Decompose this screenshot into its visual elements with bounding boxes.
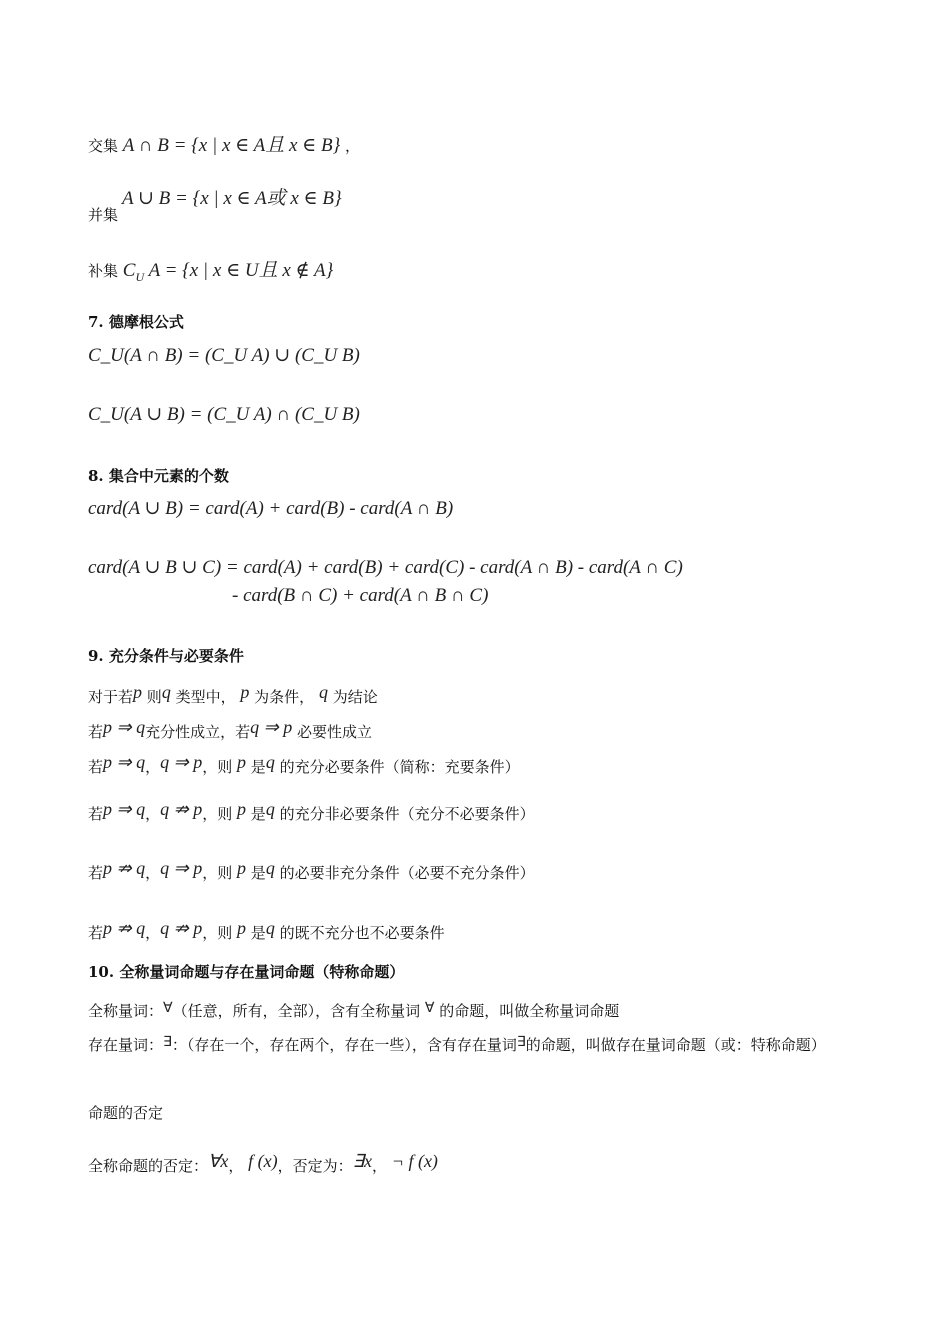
negation-title: 命题的否定 xyxy=(88,1104,164,1122)
union-label-line xyxy=(88,204,118,226)
complement-line xyxy=(88,260,333,288)
intersection-line xyxy=(88,135,360,157)
union-line xyxy=(88,188,342,210)
card-formula-2b: - card(B ∩ C) + card(A ∩ B ∩ C) xyxy=(232,585,489,606)
intersection-label: 交集 xyxy=(88,137,119,155)
demorgan-formula-2: C_U(A ∪ B) = (C_U A) ∩ (C_U B) xyxy=(88,404,360,425)
union-label: 并集 xyxy=(88,206,119,224)
condition-row-1: 若p ⇒ q，q ⇒ p，则 p 是q 的充分必要条件（简称：充要条件） xyxy=(88,752,520,776)
section7-title: 7. 德摩根公式 xyxy=(88,313,184,331)
negation-line: 全称命题的否定：∀x， f (x)，否定为：∃x， ¬ f (x) xyxy=(88,1151,438,1175)
condition-row-3: 若p ⇏ q，q ⇒ p，则 p 是q 的必要非充分条件（必要不充分条件） xyxy=(88,858,535,882)
condition-sufficiency-line: 若p ⇒ q充分性成立，若q ⇒ p 必要性成立 xyxy=(88,717,373,741)
intersection-formula: A ∩ B = {x | x ∈ A且 x ∈ B} xyxy=(122,135,341,156)
existential-quantifier-line: 存在量词：∃：（存在一个，存在两个，存在一些），含有存在量词∃的命题，叫做存在量词命题（或：特称命题） xyxy=(88,1034,826,1054)
section9-title: 9. 充分条件与必要条件 xyxy=(88,647,244,665)
demorgan-formula-1: C_U(A ∩ B) = (C_U A) ∪ (C_U B) xyxy=(88,345,360,366)
condition-intro-line: 对于若p 则q 类型中， p 为条件， q 为结论 xyxy=(88,682,378,706)
condition-row-2: 若p ⇒ q，q ⇏ p，则 p 是q 的充分非必要条件（充分不必要条件） xyxy=(88,799,535,823)
section8-title: 8. 集合中元素的个数 xyxy=(88,467,229,485)
condition-row-4: 若p ⇏ q，q ⇏ p，则 p 是q 的既不充分也不必要条件 xyxy=(88,918,445,942)
intersection-tail: ， xyxy=(344,137,360,155)
complement-label: 补集 xyxy=(88,262,119,280)
union-formula: A ∪ B = {x | x ∈ A或 x ∈ B} xyxy=(122,188,342,209)
card-formula-1: card(A ∪ B) = card(A) + card(B) - card(A ∩ B) xyxy=(88,498,454,519)
card-formula-2a: card(A ∪ B ∪ C) = card(A) + card(B) + card(C) - card(A ∩ B) - card(A ∩ C) xyxy=(88,557,683,578)
complement-formula: $C_U$ A = {x | x ∈ U且 x ∉ A} xyxy=(122,260,334,284)
universal-quantifier-line: 全称量词：∀（任意，所有，全部），含有全称量词 ∀ 的命题，叫做全称量词命题 xyxy=(88,1000,620,1020)
section10-title: 10. 全称量词命题与存在量词命题（特称命题） xyxy=(88,963,405,981)
